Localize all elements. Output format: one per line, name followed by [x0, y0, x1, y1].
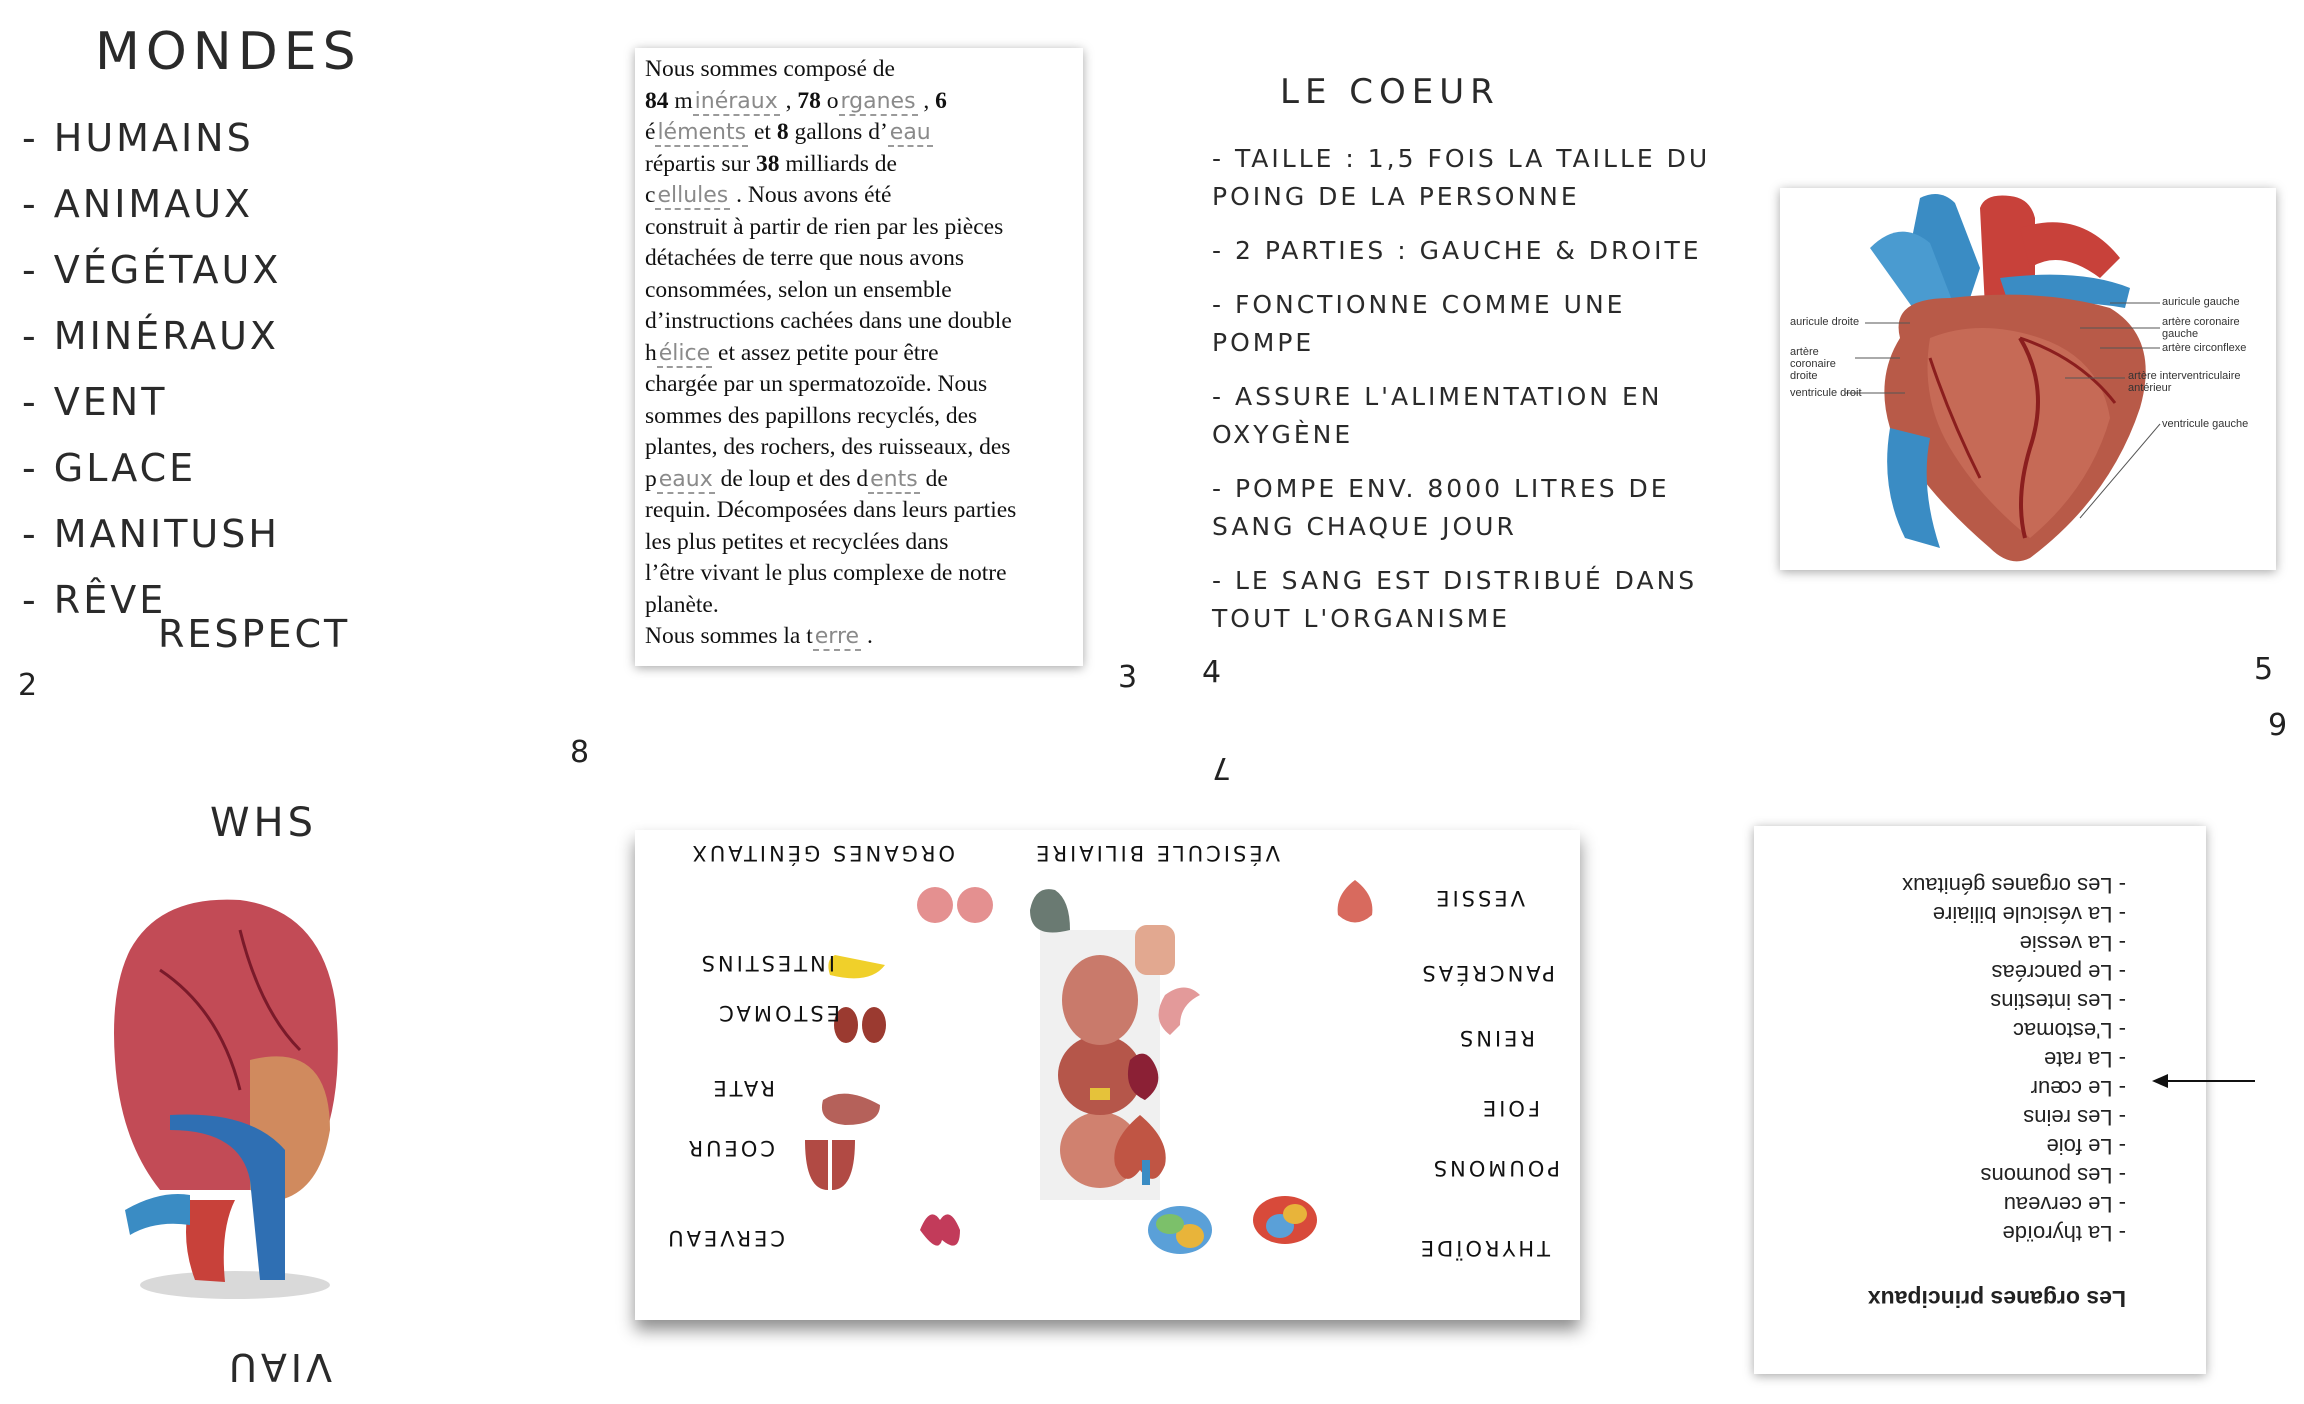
text-span: et [748, 119, 777, 145]
label-auricule-droite: auricule droite [1790, 316, 1860, 328]
label-artere-coronaire-droite: artère coronaire droite [1790, 346, 1836, 382]
mondes-footer: RESPECT [158, 612, 351, 656]
label-artere-coronaire-gauche: artère coronaire gauche [2162, 316, 2240, 340]
text-span: h [645, 339, 657, 366]
text-line [645, 590, 1073, 622]
text-line [645, 243, 1073, 275]
list-item: - Le pancréas [1991, 960, 2126, 985]
list-item: - La thyroïde [2002, 1221, 2126, 1246]
stomach-icon [1150, 980, 1210, 1040]
text-span: , [779, 87, 798, 114]
label-ventricule-gauche: ventricule gauche [2162, 418, 2249, 430]
text-span: milliards de [779, 150, 897, 177]
page-number: 6 [2268, 705, 2288, 740]
text-line [645, 86, 1073, 118]
label-estomac: ESTOMAC [716, 1001, 840, 1025]
fill-in-answer: rganes [840, 88, 916, 114]
list-item: - ANIMAUX [22, 182, 254, 226]
fill-in-answer: ents [870, 466, 918, 492]
text-span: c [645, 182, 656, 208]
text-span: et assez petite pour être [712, 339, 939, 366]
list-item: - POMPE ENV. 8000 LITRES DE SANG CHAQUE JOUR [1212, 474, 1670, 541]
page-number: 4 [1202, 655, 1222, 690]
lungs-icon [800, 1130, 860, 1200]
page-number: 2 [18, 668, 38, 703]
viau-label: VIAU [225, 1345, 333, 1389]
arrow-left-icon [2150, 1066, 2260, 1096]
text-span: o [820, 87, 839, 114]
text-line [645, 54, 1073, 86]
label-pancreas: PANCRÉAS [1419, 961, 1555, 985]
mondes-title: MONDES [95, 22, 362, 82]
list-item: - Le cerveau [2003, 1192, 2126, 1217]
mondes-list [22, 105, 281, 633]
text-line [645, 338, 1073, 370]
liver-icon [815, 1080, 885, 1130]
whs-label: WHS [210, 800, 318, 846]
text-span: p [645, 465, 657, 492]
label-reins: REINS [1456, 1026, 1535, 1050]
text-span: les plus petites et recyclées dans [645, 528, 949, 555]
list-item: - TAILLE : 1,5 FOIS LA TAILLE DU POING DE LA PERSONNE [1212, 144, 1711, 211]
list-item: - La vésicule biliaire [1932, 902, 2126, 927]
list-item: - VÉGÉTAUX [22, 248, 282, 292]
label-ventricule-droit: ventricule droit [1790, 387, 1862, 399]
label-poumons: POUMONS [1430, 1156, 1560, 1180]
label-thyroide: THYROÏDE [1417, 1236, 1550, 1260]
heart-figurine [100, 890, 360, 1310]
text-line [645, 117, 1073, 149]
label-artere-interventriculaire: artère interventriculaire antérieur [2128, 370, 2241, 394]
list-item: - MANITUSH [22, 512, 280, 556]
bold-number: 84 [645, 87, 669, 114]
list-item: - Les reins [2023, 1105, 2126, 1130]
list-item: - L'estomac [2012, 1018, 2126, 1043]
organ-list-title: Les organes principaux [1867, 1286, 2126, 1312]
text-line [645, 212, 1073, 244]
text-span: l’être vivant le plus complexe de notre [645, 560, 1007, 586]
text-span: requin. Décomposées dans leurs parties [645, 497, 1017, 523]
fill-in-answer: ellules [657, 183, 729, 208]
page-number: 3 [1118, 660, 1138, 695]
text-span: sommes des papillons recyclés, des [645, 402, 978, 429]
genitals-icon [910, 880, 1000, 930]
bold-number: 6 [935, 87, 947, 114]
page-number: 5 [2254, 652, 2274, 687]
text-line [645, 527, 1073, 559]
text-line [645, 149, 1073, 181]
fill-in-answer: erre [814, 624, 860, 649]
bold-number: 8 [776, 119, 789, 145]
fill-in-answer: léments [657, 120, 747, 145]
page-number: 7 [1212, 750, 1232, 785]
list-item: - HUMAINS [22, 116, 254, 160]
list-item: - ASSURE L'ALIMENTATION EN OXYGÈNE [1212, 382, 1663, 449]
brain-icon [1145, 1200, 1215, 1260]
text-line [645, 621, 1073, 653]
list-item: - La vessie [2019, 931, 2126, 956]
text-span: consommées, selon un ensemble [645, 276, 952, 303]
text-span: plantes, des rochers, des ruisseaux, des [645, 434, 1011, 460]
organ-list-card [1754, 826, 2206, 1374]
text-line [645, 432, 1073, 464]
coeur-title: LE COEUR [1280, 72, 1500, 112]
text-span: é [645, 119, 656, 145]
bladder-icon [1330, 875, 1380, 930]
text-span: , [917, 87, 936, 114]
label-rate: RATE [710, 1076, 775, 1100]
spleen-icon [1120, 1045, 1170, 1105]
fill-in-answer: eau [889, 120, 931, 145]
text-span: construit à partir de rien par les pièces [645, 213, 1004, 240]
text-span: de [919, 465, 948, 492]
text-span: répartis sur [645, 150, 756, 177]
organ-list [1902, 871, 2126, 1248]
text-span: détachées de terre que nous avons [645, 245, 965, 271]
coeur-notes [1212, 140, 1732, 654]
text-span: . [861, 623, 873, 649]
text-span: d’instructions cachées dans une double [645, 308, 1012, 334]
text-span: Nous sommes la t [645, 623, 813, 649]
label-foie: FOIE [1479, 1096, 1540, 1120]
text-line [645, 369, 1073, 401]
text-span: planète. [645, 591, 719, 618]
list-item: - Les organes génitaux [1902, 873, 2126, 898]
label-coeur: COEUR [685, 1136, 775, 1160]
label-cerveau: CERVEAU [665, 1226, 785, 1250]
text-span: . Nous avons été [730, 182, 892, 208]
list-item: - LE SANG EST DISTRIBUÉ DANS TOUT L'ORGANISME [1212, 566, 1698, 633]
text-card [635, 48, 1083, 666]
text-line [645, 495, 1073, 527]
fill-in-answer: inéraux [694, 88, 778, 114]
brain-icon [1250, 1190, 1320, 1250]
text-span: Nous sommes composé de [645, 56, 895, 82]
text-line [645, 401, 1073, 433]
text-span: chargée par un spermatozoïde. Nous [645, 371, 988, 397]
list-item: - Les poumons [1980, 1163, 2126, 1188]
text-span: m [668, 87, 693, 114]
heart-diagram [1780, 188, 2276, 570]
fill-in-answer: élice [658, 340, 711, 366]
text-span: de loup et des d [714, 465, 869, 492]
label-vessie: VESSIE [1433, 886, 1525, 910]
intestines-icon [1130, 920, 1180, 980]
heart-icon [1110, 1110, 1170, 1190]
bold-number: 78 [797, 87, 821, 114]
list-item: - MINÉRAUX [22, 314, 279, 358]
text-line [645, 180, 1073, 212]
list-item: - Les intestins [1990, 989, 2126, 1014]
organ-spread [635, 830, 1580, 1320]
gallbladder-icon [1020, 880, 1080, 940]
list-item: - RÊVE [22, 578, 167, 622]
thyroid-icon [910, 1200, 970, 1260]
text-line [645, 306, 1073, 338]
list-item: - La rate [2044, 1047, 2126, 1072]
text-line [645, 464, 1073, 496]
label-artere-circonflexe: artère circonflexe [2162, 342, 2247, 354]
list-item: - Le foie [2046, 1134, 2126, 1159]
list-item: - FONCTIONNE COMME UNE POMPE [1212, 290, 1626, 357]
list-item: - 2 PARTIES : GAUCHE & DROITE [1212, 236, 1702, 265]
label-auricule-gauche: auricule gauche [2162, 296, 2240, 308]
bold-number: 38 [755, 150, 780, 177]
label-vesicule: VÉSICULE BILIAIRE [1033, 841, 1280, 865]
label-intestins: INTESTINS [698, 951, 835, 975]
label-organes: ORGANES GÉNITAUX [689, 841, 955, 865]
fill-in-answer: eaux [658, 466, 713, 492]
list-item: - Le cœur [2030, 1076, 2126, 1101]
list-item: - VENT [22, 380, 168, 424]
list-item: - GLACE [22, 446, 197, 490]
text-line [645, 275, 1073, 307]
text-span: gallons d’ [788, 119, 888, 145]
page-number: 8 [570, 735, 590, 770]
text-line [645, 558, 1073, 590]
